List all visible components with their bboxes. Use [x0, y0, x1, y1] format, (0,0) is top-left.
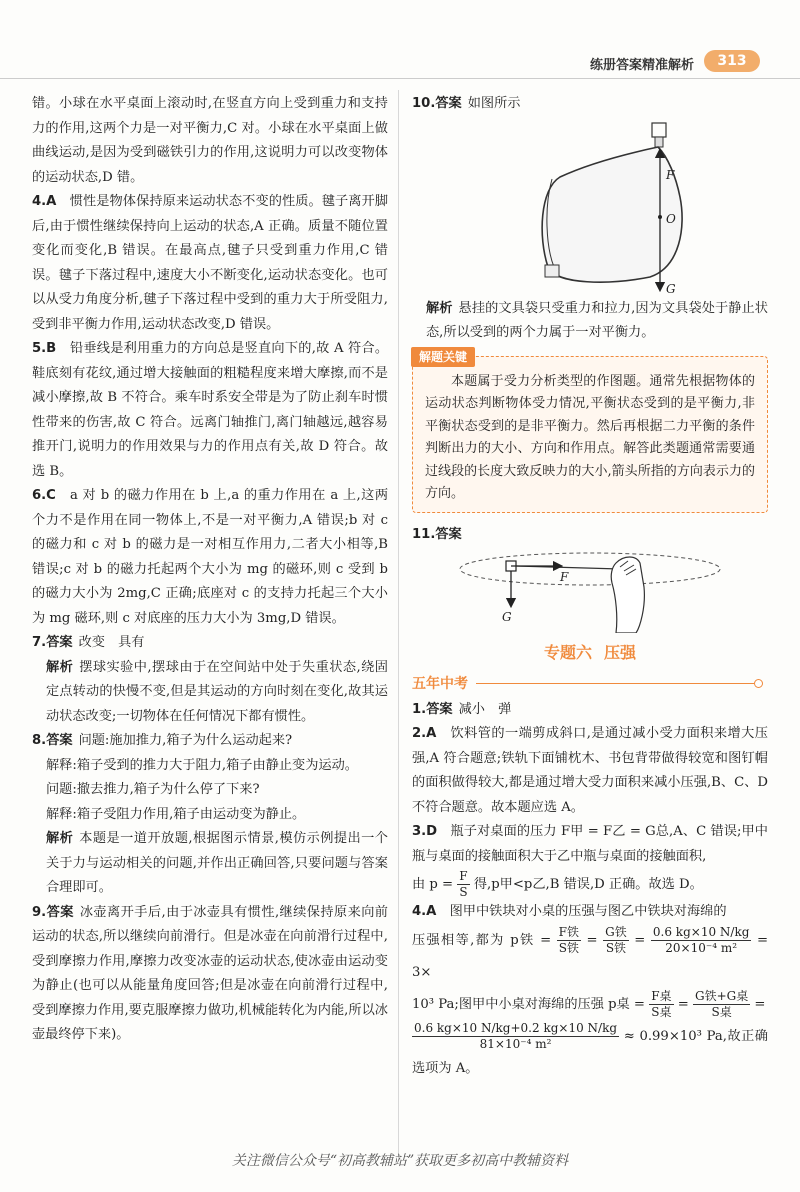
section-header: 五年中考	[412, 672, 768, 694]
q3-formula: 由 p = $\frac{F}{S}$ 得,p甲<p乙,B 错误,D 正确。故选 D。	[412, 869, 703, 899]
page-number-badge: 313	[704, 50, 760, 72]
footer-note: 关注微信公众号“初高教辅站”获取更多初高中教辅资料	[231, 1153, 569, 1169]
center-label-o: O	[666, 211, 676, 226]
header-rule	[0, 78, 800, 79]
q7-analysis: 解析 摆球实验中,摆球由于在空间站中处于失重状态,绕固定点转动的快慢不变,但是其运动的方向时刻在变化,故其运动状态改变;一切物体在任何情况下都有惯性。	[46, 659, 388, 724]
figure-hanging-bag	[490, 117, 690, 297]
q9-answer: 9.答案 冰壶离开手后,由于冰壶具有惯性,继续保持原来向前运动的状态,所以继续向前滑行。但是冰壶在向前滑行过程中,受到摩擦力作用,摩擦力改变冰壶的运动状态,使冰壶由运动变为静止(也可以从能量角度回答;但是冰壶在向前滑行过程中,受到摩擦力作用,要克服摩擦力做功,机械能转化为内能,所以冰壶最终停下来)。	[32, 904, 388, 1042]
chapter-title: 专题六 压强	[543, 643, 637, 662]
q4-formula-3: $\frac{0.6 kg\times 10 N/kg+0.2 kg\times 10 N/kg}{\text{81×10⁻⁴ m²}}$ ≈ 0.99×10³ Pa,故正确选项为 A。	[412, 1020, 768, 1076]
q4-formula-1: 压强相等,都为 p铁 = $\frac{\text{F铁}}{\text{S铁}}$ = $\frac{\text{G铁}}{\text{S铁}}$ = $\frac{0.6 kg\times 10 N/kg}{\text{20×10⁻⁴ m²}}$ = 3×	[412, 924, 769, 980]
q5-answer: 5.B 铅垂线是利用重力的方向总是竖直向下的,故 A 符合。鞋底刻有花纹,通过增大接触面的粗糙程度来增大摩擦,而不是减小摩擦,故 B 不符合。乘车时系安全带是为了防止刹车时惯性带来的伤害,故 C 符合。远离门轴推门,离门轴越远,越容易推开门,说明力的作用效果与力的作用点有关,故 D 符合。故选 B。	[32, 341, 389, 479]
key-points-box	[412, 349, 768, 513]
header-title: 练册答案精准解析	[590, 58, 695, 73]
q10-analysis: 解析 悬挂的文具袋只受重力和拉力,因为文具袋处于静止状态,所以受到的两个力属于一对平衡力。	[426, 300, 768, 340]
q7-answer: 7.答案 改变 具有	[32, 635, 145, 650]
q4-answer-right: 4.A 图甲中铁块对小桌的压强与图乙中铁块对海绵的	[412, 904, 727, 919]
gravity-label-g: G	[666, 281, 676, 296]
q8-analysis: 解析 本题是一道开放题,根据图示情景,模仿示例提出一个关于力与运动相关的问题,并作出正确回答,只要问题与答案合理即可。	[46, 831, 388, 895]
column-divider	[398, 90, 399, 1160]
key-points-tag: 解题关键	[411, 347, 475, 367]
q3-answer: 3.D 瓶子对桌面的压力 F甲 = F乙 = G总,A、C 错误;甲中瓶与桌面的接触面积大于乙中瓶与桌面的接触面积,	[412, 824, 768, 864]
figure-circular-motion	[440, 547, 740, 633]
q2-answer: 2.A 饮料管的一端剪成斜口,是通过减小受力面积来增大压强,A 符合题意;铁轨下面铺枕木、书包背带做得较宽和图钉帽的面积做得较大,都是通过增大受力面积来减小压强,B、C、D 不符合题意。故本题应选 A。	[412, 726, 768, 815]
q11-answer: 11.答案	[412, 526, 462, 542]
key-points-text: 本题属于受力分析类型的作图题。通常先根据物体的运动状态判断物体受力情况,平衡状态受到的是平衡力,非平衡状态受到的是非平衡力。然后再根据二力平衡的条件判断出力的大小、方向和作用点。解答此类题通常需要通过线段的长度大致反映力的大小,箭头所指的方向表示力的方向。	[425, 373, 755, 501]
left-para-0: 错。小球在水平桌面上滚动时,在竖直方向上受到重力和支持力的作用,这两个力是一对平衡力,C 对。小球在水平桌面上做曲线运动,是因为受到磁铁引力的作用,这说明力可以改变物体的运动状态,D 错。	[32, 96, 388, 185]
hanging-bag-diagram	[490, 117, 690, 297]
q10-answer: 10.答案 如图所示	[412, 96, 521, 111]
q8-explain-2: 解释:箱子受阻力作用,箱子由运动变为静止。	[46, 806, 306, 822]
q1-answer: 1.答案 减小 弹	[412, 701, 512, 717]
right-column	[412, 92, 768, 1085]
gravity-label-g-11: G	[502, 610, 512, 624]
circular-motion-diagram	[440, 547, 740, 633]
q6-answer: 6.C a 对 b 的磁力作用在 b 上,a 的重力作用在 a 上,这两个力不是作用在同一物体上,不是一对平衡力,A 错误;b 对 c 的磁力和 c 对 b 的磁力是一对相互作用力,二者大小相等,B 错误;c 对 b 的磁力托起两个大小为 mg 的磁环,则 c 受到 b 的磁力大小为 2mg,C 正确;底座对 c 的支持力托起三个大小为 mg 磁环,则 c 对底座的压力大小为 3mg,D 错误。	[32, 488, 389, 626]
left-column	[32, 92, 388, 1048]
q8-answer: 8.答案 问题:施加推力,箱子为什么运动起来?	[32, 733, 293, 748]
q8-explain-1: 解释:箱子受到的推力大于阻力,箱子由静止变为运动。	[46, 757, 358, 773]
force-label-f-11: F	[560, 570, 569, 584]
force-label-f: F	[666, 167, 675, 182]
q4-formula-2: 10³ Pa;图甲中小桌对海绵的压强 p桌 = $\frac{\text{F桌}}{\text{S桌}}$ = $\frac{\text{G铁+G桌}}{\text{S桌}}$ =	[412, 988, 766, 1019]
q4-answer: 4.A 惯性是物体保持原来运动状态不变的性质。毽子离开脚后,由于惯性继续保持向上运动的状态,A 正确。质量不随位置变化而变化,B 错误。在最高点,毽子只受到重力作用,C 错误。毽子下落过程中,速度大小不断变化,运动状态变化。也可以从受力角度分析,毽子下落过程中受到的重力大于所受阻力,受到非平衡力作用,运动状态改变,D 错误。	[32, 194, 389, 332]
q8-question-2: 问题:撤去推力,箱子为什么停了下来?	[46, 782, 260, 797]
